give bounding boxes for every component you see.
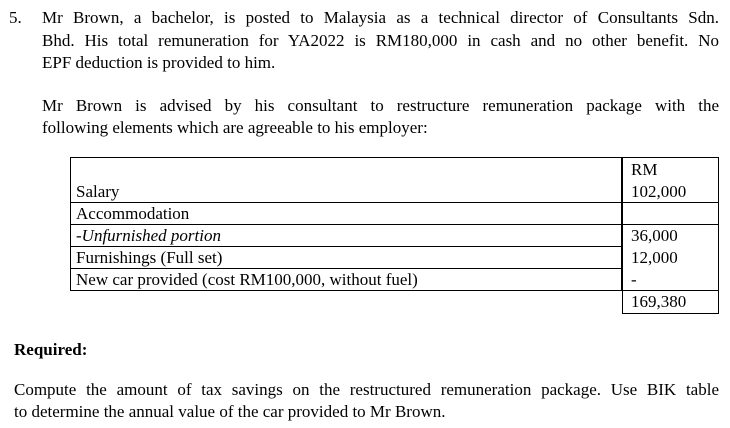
intro-line-2: Bhd. His total remuneration for YA2022 is RM180,000 in cash and no other benefit. No — [42, 31, 719, 50]
row-label-car: New car provided (cost RM100,000, without fuel) — [76, 270, 418, 289]
intro-line-1: Mr Brown, a bachelor, is posted to Malaysia as a technical director of Consultants Sdn. — [42, 8, 719, 27]
required-line-2: to determine the annual value of the car provided to Mr Brown. — [14, 402, 446, 421]
row-amount-furnishings: 12,000 — [631, 248, 678, 267]
table-total: 169,380 — [631, 292, 687, 311]
row-amount-unfurnished: 36,000 — [631, 226, 678, 245]
row-label-salary: Salary — [76, 182, 120, 201]
advice-line-2: following elements which are agreeable to his employer: — [42, 118, 428, 137]
intro-line-3: EPF deduction is provided to him. — [42, 53, 276, 72]
required-heading: Required: — [14, 340, 88, 359]
row-label-unfurnished: -Unfurnished portion — [76, 226, 221, 245]
required-line-1: Compute the amount of tax savings on the restructured remuneration package. Use BIK table — [14, 380, 719, 399]
question-number: 5. — [9, 8, 22, 27]
row-amount-salary: 102,000 — [631, 182, 687, 201]
row-label-accommodation: Accommodation — [76, 204, 190, 223]
row-amount-car: - — [631, 270, 637, 289]
row-label-furnishings: Furnishings (Full set) — [76, 248, 223, 267]
amount-header: RM — [631, 160, 658, 179]
advice-line-1: Mr Brown is advised by his consultant to restructure remuneration package with the — [42, 96, 719, 115]
